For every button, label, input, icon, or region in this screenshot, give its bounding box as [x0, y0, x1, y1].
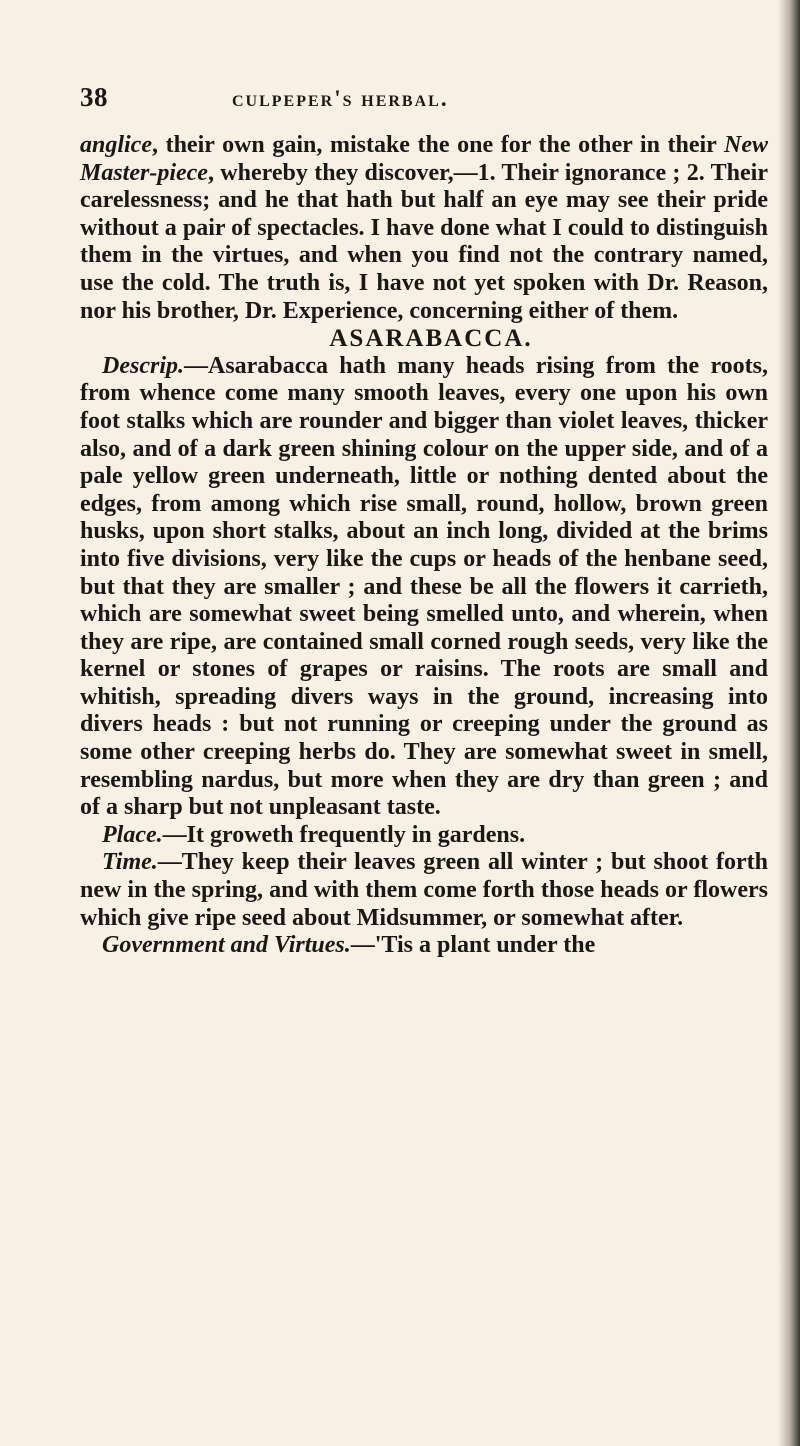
government-text: —'Tis a plant under the	[350, 932, 596, 959]
time-label: Time.	[102, 849, 158, 876]
intro-paragraph	[80, 132, 768, 325]
government-paragraph	[80, 932, 768, 960]
page-header	[80, 82, 760, 112]
intro-italic-title: New Master-piece	[80, 132, 768, 186]
intro-text-2: , whereby they discover,—1. Their ignorance ; 2. Their carelessness; and he that hath but half an eye may see their pride without a pair of spectacles. I have done what I could to distinguish them in the virtues, and when you find not the contrary named, use the cold. The truth is, I have not yet spoken with Dr. Reason, nor his brother, Dr. Experience, concerning either of them.	[80, 159, 768, 324]
intro-italic-anglice: anglice	[80, 132, 152, 158]
place-paragraph	[80, 822, 768, 850]
section-heading: ASARABACCA.	[329, 325, 533, 353]
page-number: 38	[80, 82, 108, 112]
descrip-label: Descrip.	[102, 352, 184, 379]
intro-text-1: , their own gain, mistake the one for the other in their	[152, 132, 724, 158]
descrip-text: —Asarabacca hath many heads rising from the roots, from whence come many smooth leaves, every one upon his own foot stalks which are rounder and bigger than violet leaves, thicker also, and of a dark green shining colour on the upper side, and of a pale yellow green underneath, little or nothing dented about the edges, from among which rise small, round, hollow, brown green husks, upon short stalks, about an inch long, divided at the brims into five divisions, very like the cups or heads of the henbane seed, but that they are smaller ; and these be all the flowers it carrieth, which are somewhat sweet being smelled unto, and wherein, when they are ripe, are contained small corned rough seeds, very like the kernel or stones of grapes or raisins. The roots are small and whitish, spreading divers ways in the ground, increasing into divers heads : but not running or creeping under the ground as some other creeping herbs do. They are somewhat sweet in smell, resembling nardus, but more when they are dry than green ; and of a sharp but not unpleasant taste.	[80, 352, 768, 821]
place-label: Place.	[102, 821, 163, 848]
place-text: —It groweth frequently in gardens.	[162, 821, 526, 848]
body-text	[80, 132, 768, 960]
government-label: Government and Virtues.	[102, 932, 351, 959]
time-paragraph	[80, 849, 768, 932]
running-head: culpeper's herbal.	[232, 86, 449, 111]
time-text: —They keep their leaves green all winter ; but shoot forth new in the spring, and with them come forth those heads or flowers which give ripe seed about Midsummer, or somewhat after.	[80, 849, 768, 931]
descrip-paragraph	[80, 353, 768, 822]
page-edge-shadow	[778, 0, 800, 1446]
